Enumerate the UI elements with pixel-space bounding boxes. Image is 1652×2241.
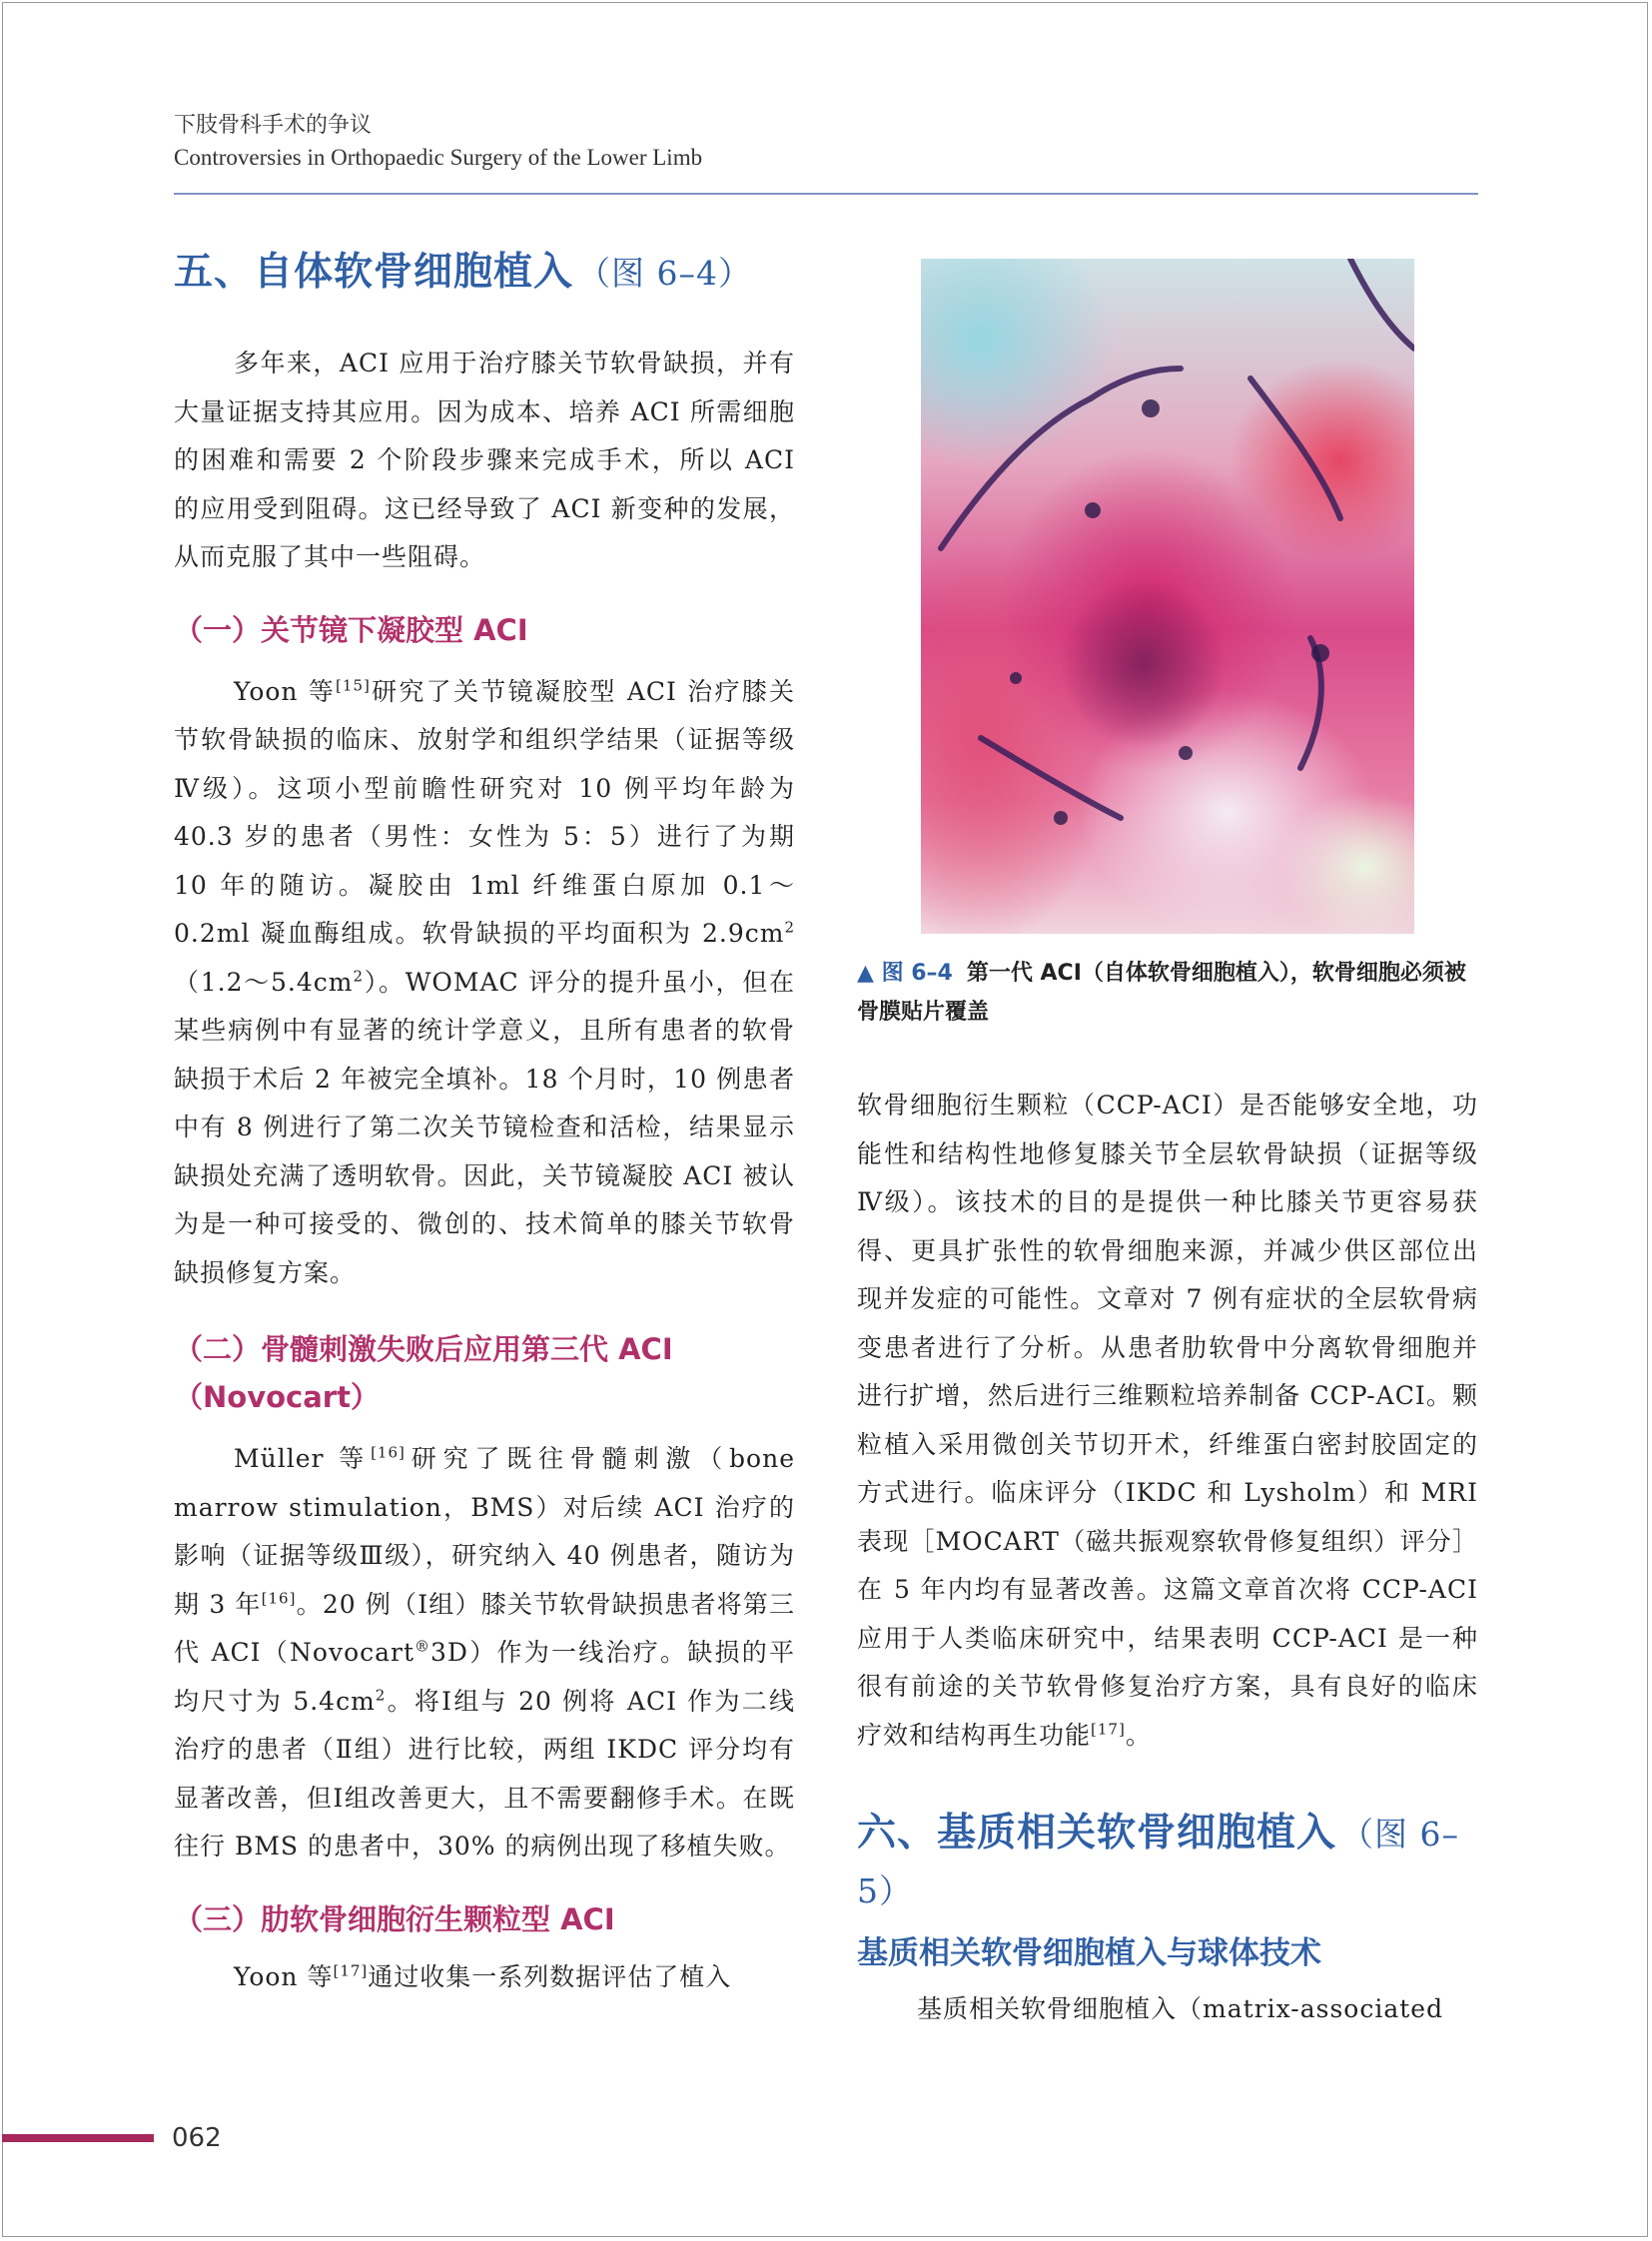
running-header-cn: 下肢骨科手术的争议 — [174, 113, 373, 138]
subsection-2-heading: （二）骨髓刺激失败后应用第三代 ACI（Novocart） — [174, 1332, 673, 1414]
author-text: Müller 等 — [234, 1444, 372, 1473]
citation-17: [17] — [333, 1961, 369, 1980]
figure-6-4-micrograph — [921, 259, 1414, 934]
right-column — [857, 1082, 1478, 2034]
superscript: 2 — [784, 918, 795, 937]
cell-membrane-overlay — [921, 259, 1414, 934]
paragraph-text: 研究了关节镜凝胶型 ACI 治疗膝关节软骨缺损的临床、放射学和组织学结果（证据等级Ⅳ级）。这项小型前瞻性研究对 10 例平均年龄为 40.3 岁的患者（男性：女性为 5：5）进行了为期 10 年的随访。凝胶由 1ml 纤维蛋白原加 0.1～0.2ml 凝血酶组成。软骨缺损的平均面积为 2.9cm — [174, 676, 796, 948]
paragraph-text: 3D）作为一线治疗。缺损的平均尺寸为 5.4cm — [174, 1638, 796, 1716]
paragraph-text: 通过收集一系列数据评估了植入 — [368, 1961, 732, 1991]
section-6-fig-ref: （图 6–5） — [857, 1815, 1460, 1910]
triangle-marker-icon: ▲ — [857, 961, 874, 986]
running-header-en: Controversies in Orthopaedic Surgery of the Lower Limb — [174, 145, 703, 170]
citation-16: [16] — [261, 1589, 297, 1608]
registered-mark: ® — [414, 1637, 431, 1656]
section-5-heading — [174, 245, 795, 302]
paragraph-text: （1.2～5.4cm — [174, 967, 354, 997]
section-6-subheading: 基质相关软骨细胞植入与球体技术 — [857, 1935, 1321, 1971]
subsection-3-paragraph-continued — [857, 1082, 1478, 1760]
subsection-2-paragraph — [174, 1435, 795, 1871]
subsection-3-paragraph-start — [174, 1953, 795, 2002]
figure-caption — [857, 954, 1478, 1032]
header-rule — [174, 193, 1478, 195]
figure-number: 图 6–4 — [881, 961, 953, 986]
citation-17: [17] — [1091, 1720, 1126, 1739]
superscript: 2 — [375, 1686, 387, 1705]
superscript: 2 — [353, 967, 364, 986]
author-text: Yoon 等 — [234, 676, 337, 706]
paragraph-text: 软骨细胞衍生颗粒（CCP-ACI）是否能够安全地，功能性和结构性地修复膝关节全层软骨缺损（证据等级Ⅳ级）。该技术的目的是提供一种比膝关节更容易获得、更具扩张性的软骨细胞来源，并减少供区部位出现并发症的可能性。文章对 7 例有症状的全层软骨病变患者进行了分析。从患者肋软骨中分离软骨细胞并进行扩增，然后进行三维颗粒培养制备 CCP-ACI。颗粒植入采用微创关节切开术，纤维蛋白密封胶固定的方式进行。临床评分（IKDC 和 Lysholm）和 MRI 表现［MOCART（磁共振观察软骨修复组织）评分］在 5 年内均有显著改善。这篇文章首次将 CCP-ACI 应用于人类临床研究中，结果表明 CCP-ACI 是一种很有前途的关节软骨修复治疗方案，具有良好的临床疗效和结构再生功能 — [857, 1091, 1478, 1750]
paragraph-text: 。 — [1125, 1720, 1152, 1750]
footer-accent-bar — [2, 2134, 154, 2142]
section-5-title: 五、自体软骨细胞植入 — [174, 250, 574, 295]
paragraph-text: 研究了既往骨髓刺激（bone marrow stimulation，BMS）对后续 ACI 治疗的影响（证据等级Ⅲ级），研究纳入 40 例患者，随访为期 3 年 — [174, 1444, 795, 1619]
paragraph-text: 。20 例（Ⅰ组）膝关节软骨缺损患者将第三代 ACI（Novocart — [174, 1589, 795, 1667]
paragraph-text: 。将Ⅰ组与 20 例将 ACI 作为二线治疗的患者（Ⅱ组）进行比较，两组 IKDC 评分均有显著改善，但Ⅰ组改善更大，且不需要翻修手术。在既往行 BMS 的患者中，30% 的病例出现了移植失败。 — [174, 1686, 795, 1861]
citation-16: [16] — [371, 1443, 406, 1462]
section-5-fig-ref: （图 6–4） — [577, 254, 752, 293]
section-6-title: 六、基质相关软骨细胞植入 — [857, 1811, 1337, 1856]
author-text: Yoon 等 — [234, 1961, 334, 1991]
subsection-1-heading: （一）关节镜下凝胶型 ACI — [174, 612, 528, 647]
paragraph-text: ）。WOMAC 评分的提升虽小，但在某些病例中有显著的统计学意义，且所有患者的软骨缺损于术后 2 年被完全填补。18 个月时，10 例患者中有 8 例进行了第二次关节镜检查和活检，结果显示缺损处充满了透明软骨。因此，关节镜凝胶 ACI 被认为是一种可接受的、微创的、技术简单的膝关节软骨缺损修复方案。 — [174, 967, 795, 1287]
page-number: 062 — [172, 2123, 222, 2153]
section-6-heading — [857, 1806, 1478, 1919]
subsection-1-paragraph — [174, 668, 795, 1298]
section-6-paragraph-start: 基质相关软骨细胞植入（matrix-associated — [917, 1994, 1444, 2023]
citation-15: [15] — [336, 676, 371, 695]
left-column — [174, 245, 795, 2001]
caption-text: 第一代 ACI（自体软骨细胞植入），软骨细胞必须被骨膜贴片覆盖 — [857, 961, 1466, 1025]
subsection-3-heading: （三）肋软骨细胞衍生颗粒型 ACI — [174, 1901, 615, 1936]
section-5-intro: 多年来，ACI 应用于治疗膝关节软骨缺损，并有大量证据支持其应用。因为成本、培养 ACI 所需细胞的困难和需要 2 个阶段步骤来完成手术，所以 ACI 的应用受到阻碍。这已经导致了 ACI 新变种的发展，从而克服了其中一些阻碍。 — [174, 349, 795, 571]
